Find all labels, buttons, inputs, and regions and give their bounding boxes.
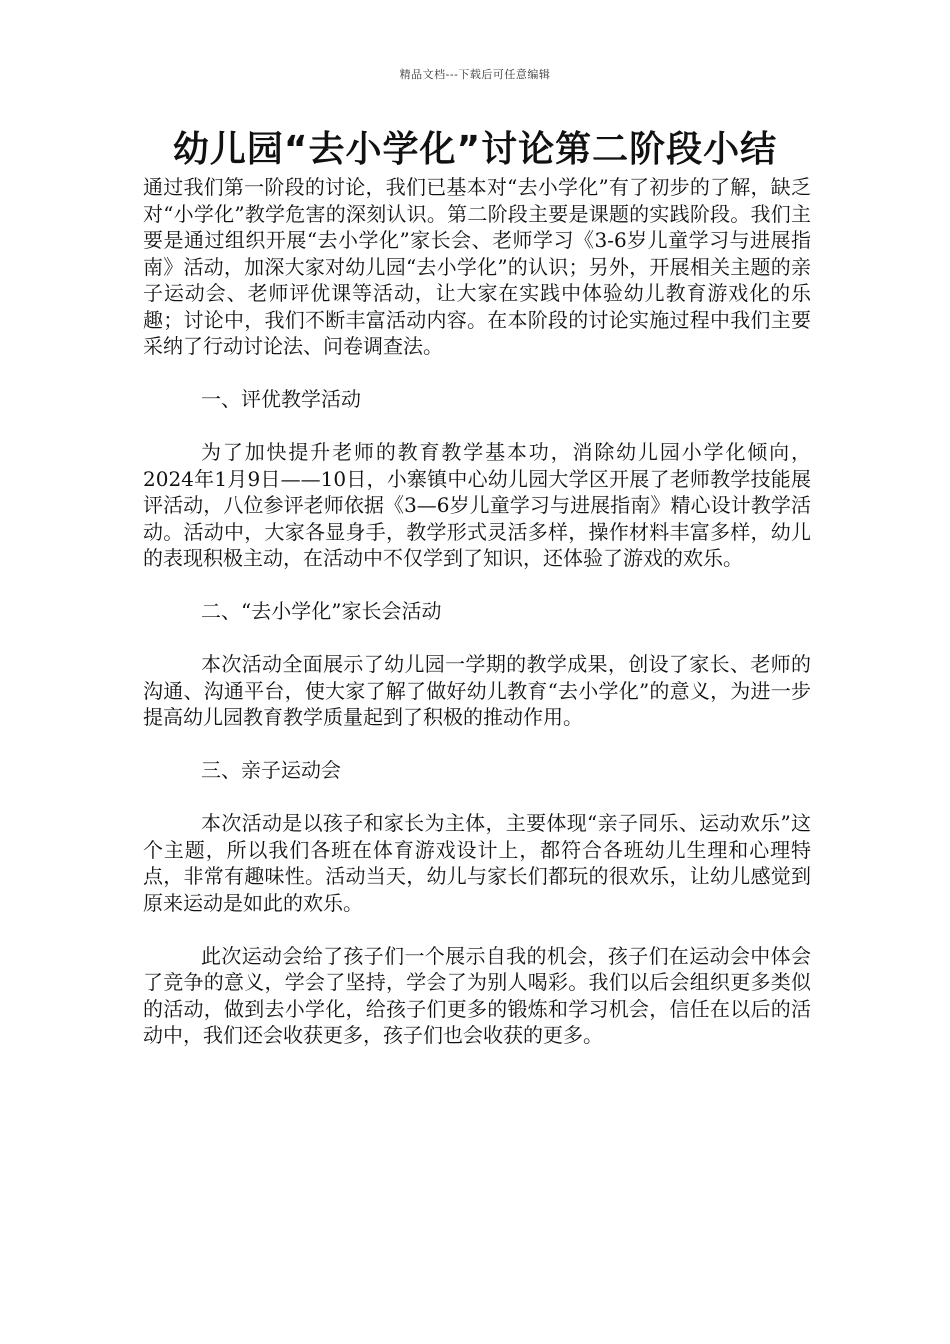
document-body [143,174,811,1049]
document-title: 幼儿园“去小学化”讨论第二阶段小结 [172,129,778,170]
intro-paragraph: 通过我们第一阶段的讨论，我们已基本对“去小学化”有了初步的了解，缺乏对“小学化”教学危害的深刻认识。第二阶段主要是课题的实践阶段。我们主要是通过组织开展“去小学化”家长会、老师学习《3-6岁儿童学习与进展指南》活动，加深大家对幼儿园“去小学化”的认识；另外，开展相关主题的亲子运动会、老师评优课等活动，让大家在实践中体验幼儿教育游戏化的乐趣；讨论中，我们不断丰富活动内容。在本阶段的讨论实施过程中我们主要采纳了行动讨论法、问卷调查法。 [143,175,811,358]
section-heading-2: 二、“去小学化”家长会活动 [201,599,442,623]
header-note: 精品文档---下载后可任意编辑 [399,68,551,81]
section-2-paragraph: 本次活动全面展示了幼儿园一学期的教学成果，创设了家长、老师的沟通、沟通平台，使大家了解了做好幼儿教育“去小学化”的意义，为进一步提高幼儿园教育教学质量起到了积极的推动作用。 [143,652,811,729]
section-heading-1: 一、评优教学活动 [201,387,361,411]
section-heading-3: 三、亲子运动会 [201,758,341,782]
section-3-paragraph-1: 本次活动是以孩子和家长为主体，主要体现“亲子同乐、运动欢乐”这个主题，所以我们各班在体育游戏设计上，都符合各班幼儿生理和心理特点，非常有趣味性。活动当天，幼儿与家长们都玩的很欢乐，让幼儿感觉到原来运动是如此的欢乐。 [143,811,811,915]
section-1-paragraph: 为了加快提升老师的教育教学基本功，消除幼儿园小学化倾向，2024年1月9日——10日，小寨镇中心幼儿园大学区开展了老师教学技能展评活动，八位参评老师依据《3—6岁儿童学习与进展指南》精心设计教学活动。活动中，大家各显身手，教学形式灵活多样，操作材料丰富多样，幼儿的表现积极主动，在活动中不仅学到了知识，还体验了游戏的欢乐。 [143,440,811,570]
section-3-paragraph-2: 此次运动会给了孩子们一个展示自我的机会，孩子们在运动会中体会了竞争的意义，学会了坚持，学会了为别人喝彩。我们以后会组织更多类似的活动，做到去小学化，给孩子们更多的锻炼和学习机会，信任在以后的活动中，我们还会收获更多，孩子们也会收获的更多。 [143,943,811,1047]
